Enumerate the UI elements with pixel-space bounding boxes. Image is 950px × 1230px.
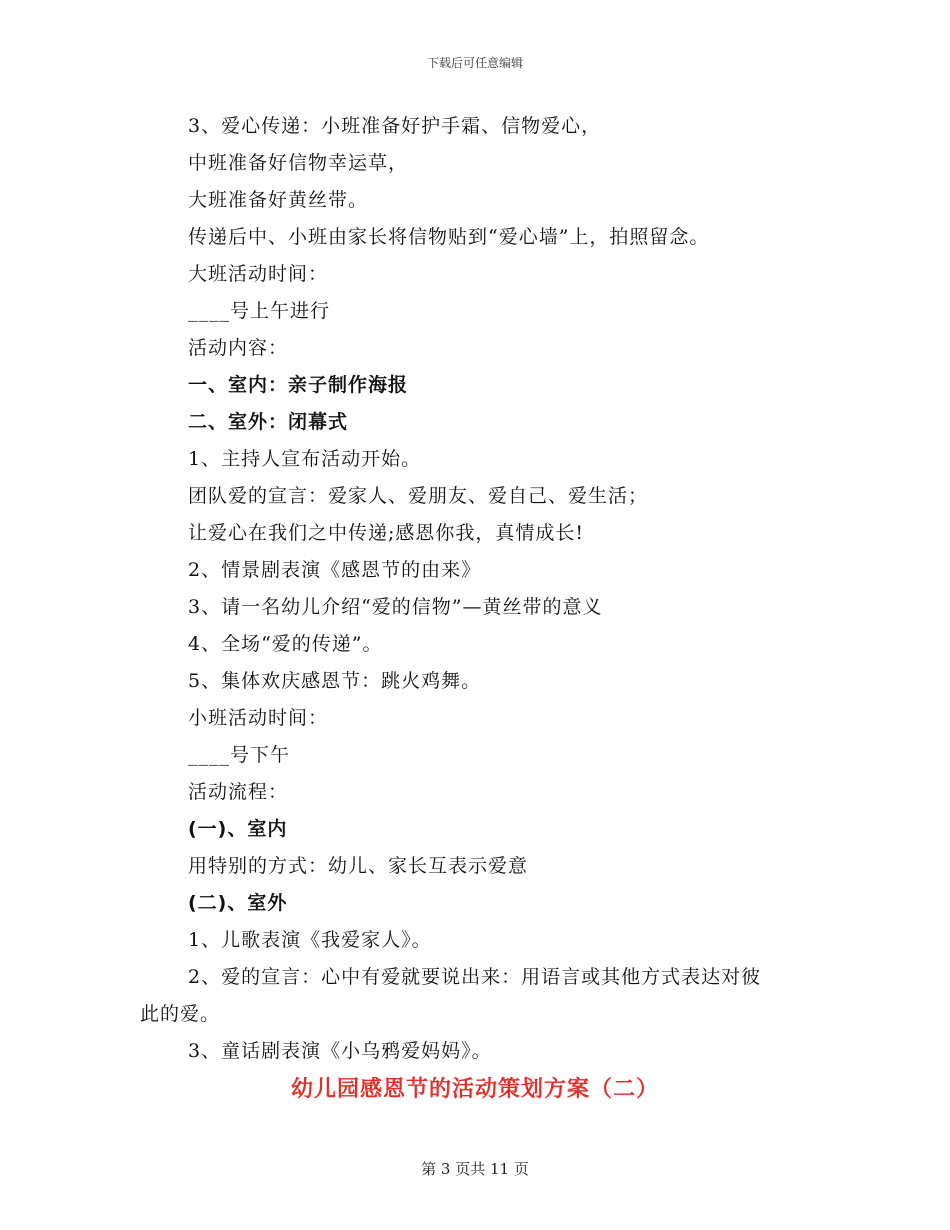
page-number: 第 3 页共 11 页 — [421, 1160, 529, 1178]
section-heading: 二、室外：闭幕式 — [188, 411, 349, 433]
body-line: ____号上午进行 — [188, 300, 331, 322]
subsection-heading: (二)、室外 — [188, 892, 288, 914]
body-line: 中班准备好信物幸运草， — [188, 152, 409, 174]
header-note: 下载后可任意编辑 — [426, 56, 523, 70]
subsection-heading: (一)、室内 — [188, 818, 288, 840]
document-body — [140, 108, 812, 1070]
body-line: 1、主持人宣布活动开始。 — [188, 448, 422, 470]
body-line: ____号下午 — [188, 744, 291, 766]
body-line: 大班活动时间： — [188, 263, 329, 285]
body-line: 2、爱的宣言：心中有爱就要说出来：用语言或其他方式表达对彼 — [188, 966, 762, 988]
body-line: 3、爱心传递：小班准备好护手霜、信物爱心， — [188, 115, 602, 137]
body-line: 让爱心在我们之中传递;感恩你我，真情成长! — [188, 522, 585, 544]
body-line: 2、情景剧表演《感恩节的由来》 — [188, 559, 482, 581]
body-line: 3、童话剧表演《小乌鸦爱妈妈》。 — [188, 1040, 492, 1062]
section-title: 幼儿园感恩节的活动策划方案（二） — [290, 1077, 659, 1102]
body-line: 5、集体欢庆感恩节：跳火鸡舞。 — [188, 670, 482, 692]
body-line: 传递后中、小班由家长将信物贴到“爱心墙”上，拍照留念。 — [188, 226, 710, 248]
body-line: 4、全场“爱的传递”。 — [188, 633, 383, 655]
body-line: 用特别的方式：幼儿、家长互表示爱意 — [188, 855, 529, 877]
body-line: 1、儿歌表演《我爱家人》。 — [188, 929, 432, 951]
body-line: 活动流程： — [188, 781, 289, 803]
body-line: 活动内容： — [188, 337, 289, 359]
body-line: 3、请一名幼儿介绍“爱的信物”—黄丝带的意义 — [188, 596, 603, 618]
section-heading: 一、室内：亲子制作海报 — [188, 374, 409, 396]
body-line: 团队爱的宣言：爱家人、爱朋友、爱自己、爱生活； — [188, 485, 649, 507]
body-line-continuation: 此的爱。 — [140, 1003, 221, 1025]
body-line: 小班活动时间： — [188, 707, 329, 729]
body-line: 大班准备好黄丝带。 — [188, 189, 369, 211]
